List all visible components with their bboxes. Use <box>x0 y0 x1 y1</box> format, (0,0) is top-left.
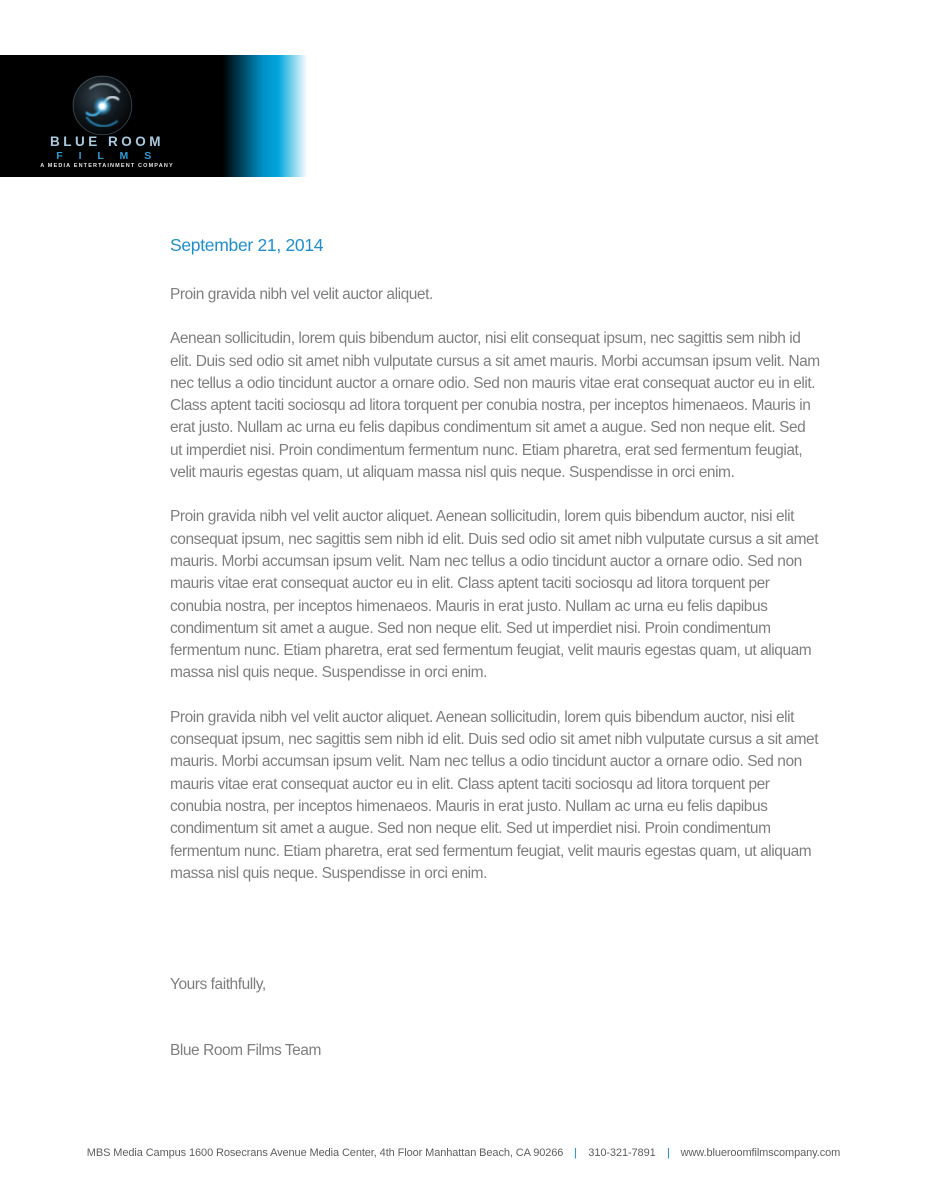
brand-tagline: A MEDIA ENTERTAINMENT COMPANY <box>40 163 174 169</box>
letter-paragraph: Proin gravida nibh vel velit auctor aliquet. Aenean sollicitudin, lorem quis bibendum auctor, nisi elit consequat ipsum, nec sagittis sem nibh id elit. Duis sed odio sit amet nibh vulputate cursus a sit amet mauris. Morbi accumsan ipsum velit. Nam nec tellus a odio tincidunt auctor a ornare odio. Sed non mauris vitae erat consequat auctor eu in elit. Class aptent taciti sociosqu ad litora torquent per conubia nostra, per inceptos himenaeos. Mauris in erat justo. Nullam ac urna eu felis dapibus condimentum sit amet a augue. Sed non neque elit. Sed ut imperdiet nisi. Proin condimentum fermentum nunc. Etiam pharetra, erat sed fermentum feugiat, velit mauris egestas quam, ut aliquam massa nisl quis neque. Suspendisse in orci enim. <box>170 708 819 882</box>
letter-closing: Yours faithfully, <box>170 976 266 994</box>
swirl-galaxy-icon <box>71 74 134 137</box>
letter-paragraph-intro: Proin gravida nibh vel velit auctor aliquet. <box>170 286 433 303</box>
letter-date: September 21, 2014 <box>170 235 324 255</box>
letter-paragraph: Proin gravida nibh vel velit auctor aliquet. Aenean sollicitudin, lorem quis bibendum auctor, nisi elit consequat ipsum, nec sagittis sem nibh id elit. Duis sed odio sit amet nibh vulputate cursus a sit amet mauris. Morbi accumsan ipsum velit. Nam nec tellus a odio tincidunt auctor a ornare odio. Sed non mauris vitae erat consequat auctor eu in elit. Class aptent taciti sociosqu ad litora torquent per conubia nostra, per inceptos himenaeos. Mauris in erat justo. Nullam ac urna eu felis dapibus condimentum sit amet a augue. Sed non neque elit. Sed ut imperdiet nisi. Proin condimentum fermentum nunc. Etiam pharetra, erat sed fermentum feugiat, velit mauris egestas quam, ut aliquam massa nisl quis neque. Suspendisse in orci enim. <box>170 508 819 682</box>
brand-wordmark <box>0 135 214 170</box>
letter-signature: Blue Room Films Team <box>170 1042 321 1060</box>
footer-separator: | <box>574 1147 577 1159</box>
footer <box>0 1147 927 1159</box>
footer-phone: 310-321-7891 <box>588 1147 656 1159</box>
brand-name: BLUE ROOM <box>50 134 164 149</box>
letterhead-banner <box>0 55 309 177</box>
footer-separator: | <box>666 1147 670 1159</box>
footer-website[interactable]: www.blueroomfilmscompany.com <box>680 1147 841 1159</box>
brand-name-films: F I L M S <box>56 149 158 162</box>
letter-body <box>170 233 821 1063</box>
footer-address: MBS Media Campus 1600 Rosecrans Avenue Media Center, 4th Floor Manhattan Beach, CA 90266 <box>86 1147 564 1159</box>
letter-paragraph: Aenean sollicitudin, lorem quis bibendum auctor, nisi elit consequat ipsum, nec sagittis sem nibh id elit. Duis sed odio sit amet nibh vulputate cursus a sit amet mauris. Morbi accumsan ipsum velit. Nam nec tellus a odio tincidunt auctor a ornare odio. Sed non mauris vitae erat consequat auctor eu in elit. Class aptent taciti sociosqu ad litora torquent per conubia nostra, per inceptos himenaeos. Mauris in erat justo. Nullam ac urna eu felis dapibus condimentum sit amet a augue. Sed non neque elit. Sed ut imperdiet nisi. Proin condimentum fermentum nunc. Etiam pharetra, erat sed fermentum feugiat, velit mauris egestas quam, ut aliquam massa nisl quis neque. Suspendisse in orci enim. <box>170 330 820 482</box>
